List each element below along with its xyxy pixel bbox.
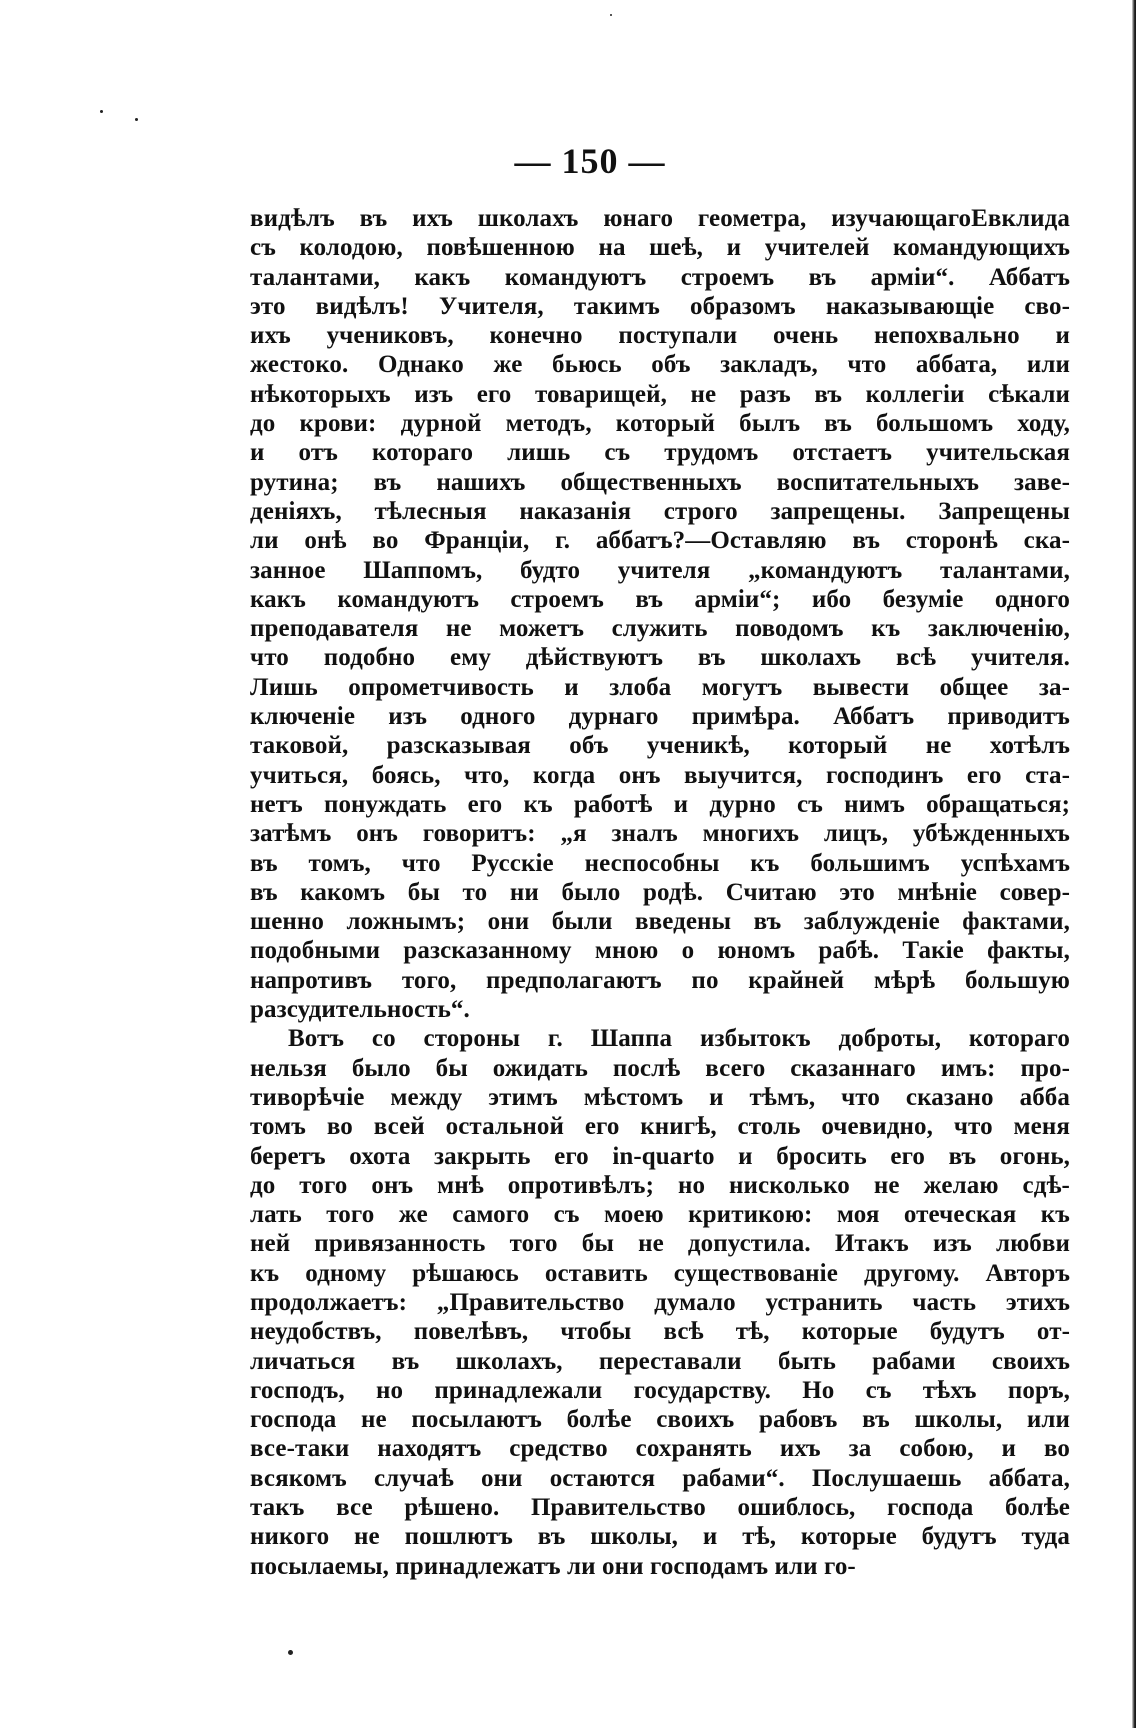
text-line: ключеніе изъ одного дурнаго примѣра. Аббатъ приводитъ xyxy=(250,703,1070,731)
text-line: напротивъ того, предполагаютъ по крайней мѣрѣ большую xyxy=(250,966,1070,994)
text-line: никого не пошлютъ въ школы, и тѣ, которые будутъ туда xyxy=(250,1523,1070,1551)
text-line: разсудительность“. xyxy=(250,996,470,1024)
text-line: деніяхъ, тѣлесныя наказанія строго запрещены. Запрещены xyxy=(250,497,1070,525)
text-line: затѣмъ онъ говоритъ: „я зналъ многихъ лицъ, убѣжденныхъ xyxy=(250,820,1070,848)
text-line: подобными разсказанному мною о юномъ рабѣ. Такіе факты, xyxy=(250,937,1070,965)
text-line: господа не посылаютъ болѣе своихъ рабовъ въ школы, или xyxy=(250,1406,1070,1434)
text-line: нельзя было бы ожидать послѣ всего сказаннаго имъ: про- xyxy=(250,1054,1070,1082)
paragraph-2 xyxy=(250,1024,1070,1581)
paragraph-1 xyxy=(250,204,1070,1024)
text-line: къ одному рѣшаюсь оставить существованіе другому. Авторъ xyxy=(250,1259,1070,1287)
text-line: учиться, боясь, что, когда онъ выучится, господинъ его ста- xyxy=(250,761,1070,789)
text-line: таковой, разсказывая объ ученикѣ, который не хотѣлъ xyxy=(250,732,1070,760)
text-line: посылаемы, принадлежатъ ли они господамъ или го- xyxy=(250,1552,856,1580)
page-speck xyxy=(135,118,138,121)
text-line: занное Шаппомъ, будто учителя „командуютъ талантами, xyxy=(250,556,1070,584)
page-speck xyxy=(288,1650,293,1655)
text-line: личаться въ школахъ, переставали быть рабами своихъ xyxy=(250,1347,1070,1375)
text-line: томъ во всей остальной его книгѣ, столь очевидно, что меня xyxy=(250,1113,1070,1141)
text-line: это видѣлъ! Учителя, такимъ образомъ наказывающіе сво- xyxy=(250,292,1070,320)
text-line: рутина; въ нашихъ общественныхъ воспитательныхъ заве- xyxy=(250,468,1070,496)
body-text xyxy=(250,204,1070,1581)
page-number: — 150 — xyxy=(514,141,666,181)
text-line: преподавателя не можетъ служить поводомъ къ заключенію, xyxy=(250,615,1070,643)
text-line: неудобствъ, повелѣвъ, чтобы всѣ тѣ, которые будутъ от- xyxy=(250,1318,1070,1346)
text-line: ней привязанность того бы не допустила. Итакъ изъ любви xyxy=(250,1230,1070,1258)
text-line: съ колодою, повѣшенною на шеѣ, и учителей командующихъ xyxy=(250,234,1070,262)
text-line: всякомъ случаѣ они остаются рабами“. Послушаешь аббата, xyxy=(250,1464,1070,1492)
text-line: талантами, какъ командуютъ строемъ въ арміи“. Аббатъ xyxy=(250,263,1070,291)
page-edge-shadow xyxy=(1132,0,1136,1728)
text-line: нетъ понуждать его къ работѣ и дурно съ нимъ обращаться; xyxy=(250,790,1070,818)
text-line: господъ, но принадлежали государству. Но съ тѣхъ поръ, xyxy=(250,1376,1070,1404)
text-line: шенно ложнымъ; они были введены въ заблужденіе фактами, xyxy=(250,908,1070,936)
text-line: продолжаетъ: „Правительство думало устранить часть этихъ xyxy=(250,1288,1070,1316)
page-speck xyxy=(610,14,612,16)
text-line: до крови: дурной методъ, который былъ въ большомъ ходу, xyxy=(250,410,1070,438)
text-line: и отъ котораго лишь съ трудомъ отстаетъ учительская xyxy=(250,439,1070,467)
text-line: въ томъ, что Русскіе неспособны къ большимъ успѣхамъ xyxy=(250,849,1070,877)
text-line: ли онѣ во Франціи, г. аббатъ?—Оставляю въ сторонѣ ска- xyxy=(250,527,1070,555)
text-line: что подобно ему дѣйствуютъ въ школахъ всѣ учителя. xyxy=(250,644,1070,672)
text-line: Вотъ со стороны г. Шаппа избытокъ доброты, котораго xyxy=(288,1025,1070,1053)
text-line: все-таки находятъ средство сохранять ихъ за собою, и во xyxy=(250,1435,1070,1463)
page-speck xyxy=(100,110,103,113)
text-line: какъ командуютъ строемъ въ арміи“; ибо безуміе одного xyxy=(250,585,1070,613)
text-line: въ какомъ бы то ни было родѣ. Считаю это мнѣніе совер- xyxy=(250,878,1070,906)
text-line: до того онъ мнѣ опротивѣлъ; но нисколько не желаю сдѣ- xyxy=(250,1171,1070,1199)
text-line: беретъ охота закрыть его in-quarto и бросить его въ огонь, xyxy=(250,1142,1070,1170)
text-line: нѣкоторыхъ изъ его товарищей, не разъ въ коллегіи сѣкали xyxy=(250,380,1070,408)
text-line: тиворѣчіе между этимъ мѣстомъ и тѣмъ, что сказано абба xyxy=(250,1083,1070,1111)
text-line: ихъ учениковъ, конечно поступали очень непохвально и xyxy=(250,322,1070,350)
text-line: лать того же самого съ моею критикою: моя отеческая къ xyxy=(250,1201,1070,1229)
text-line: Лишь опрометчивость и злоба могутъ вывести общее за- xyxy=(250,673,1070,701)
text-line: видѣлъ въ ихъ школахъ юнаго геометра, изучающагоЕвклида xyxy=(250,205,1070,232)
text-line: жестоко. Однако же бьюсь объ закладъ, что аббата, или xyxy=(250,351,1070,379)
text-line: такъ все рѣшено. Правительство ошиблось, господа болѣе xyxy=(250,1494,1070,1522)
